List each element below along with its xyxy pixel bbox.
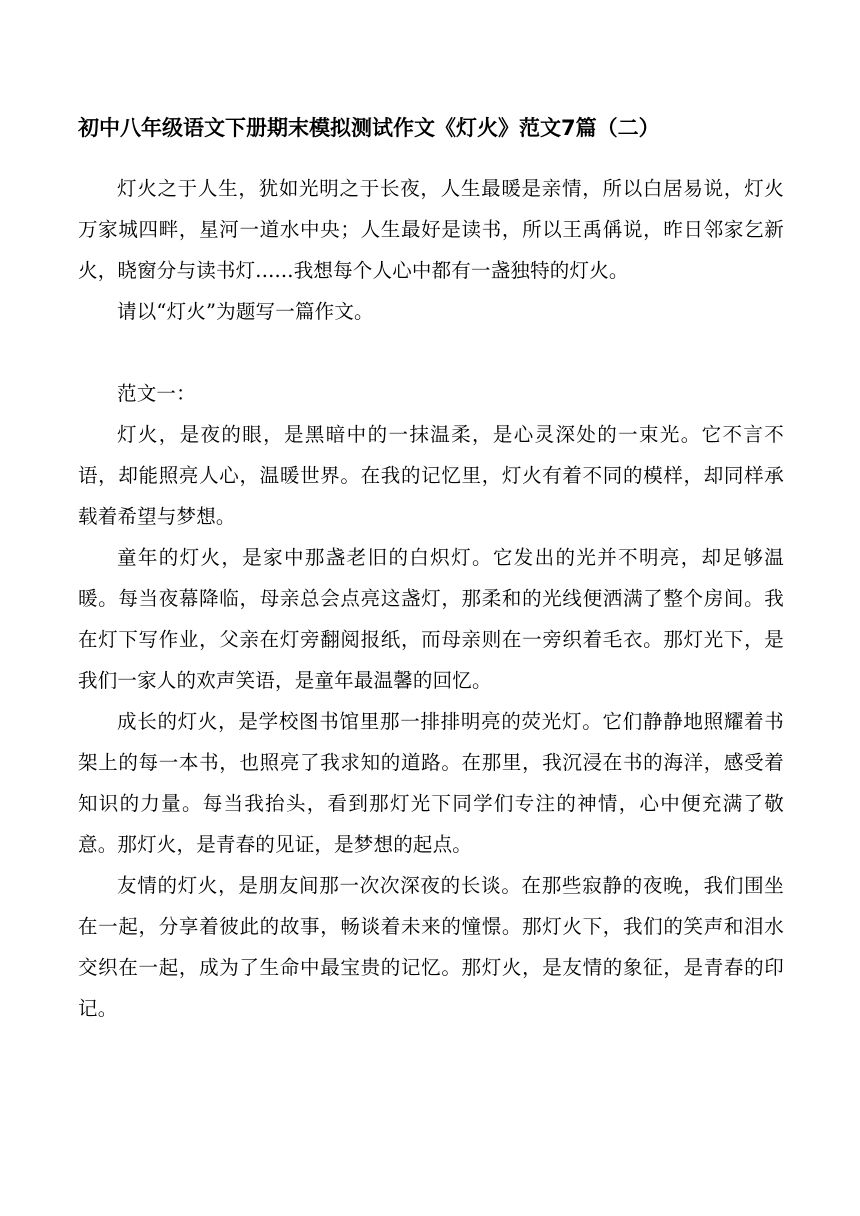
essay-heading: 范文一： — [117, 382, 196, 405]
prompt-paragraph: 请以“灯火”为题写一篇作文。 — [117, 300, 374, 323]
essay-paragraph-3: 成长的灯火，是学校图书馆里那一排排明亮的荧光灯。它们静静地照耀着书架上的每一本书，也照亮了我求知的道路。在那里，我沉浸在书的海洋，感受着知识的力量。每当我抬头，看到那灯光下同学们专注的神情，心中便充满了敬意。那灯火，是青春的见证，是梦想的起点。 — [78, 710, 784, 856]
blank-line — [78, 332, 784, 373]
intro-paragraph: 灯火之于人生，犹如光明之于长夜，人生最暖是亲情，所以白居易说，灯火万家城四畔，星河一道水中央；人生最好是读书，所以王禹偁说，昨日邻家乞新火，晓窗分与读书灯......我想每个人心中都有一盏独特的灯火。 — [78, 177, 784, 282]
document-body — [78, 168, 784, 1029]
essay-paragraph-1: 灯火，是夜的眼，是黑暗中的一抹温柔，是心灵深处的一束光。它不言不语，却能照亮人心，温暖世界。在我的记忆里，灯火有着不同的模样，却同样承载着希望与梦想。 — [78, 423, 784, 528]
document-title: 初中八年级语文下册期末模拟测试作文《灯火》范文7篇（二） — [78, 116, 660, 140]
essay-paragraph-2: 童年的灯火，是家中那盏老旧的白炽灯。它发出的光并不明亮，却足够温暖。每当夜幕降临，母亲总会点亮这盏灯，那柔和的光线便洒满了整个房间。我在灯下写作业，父亲在灯旁翻阅报纸，而母亲则在一旁织着毛衣。那灯光下，是我们一家人的欢声笑语，是童年最温馨的回忆。 — [78, 546, 784, 692]
essay-paragraph-4: 友情的灯火，是朋友间那一次次深夜的长谈。在那些寂静的夜晚，我们围坐在一起，分享着彼此的故事，畅谈着未来的憧憬。那灯火下，我们的笑声和泪水交织在一起，成为了生命中最宝贵的记忆。那灯火，是友情的象征，是青春的印记。 — [78, 874, 784, 1020]
